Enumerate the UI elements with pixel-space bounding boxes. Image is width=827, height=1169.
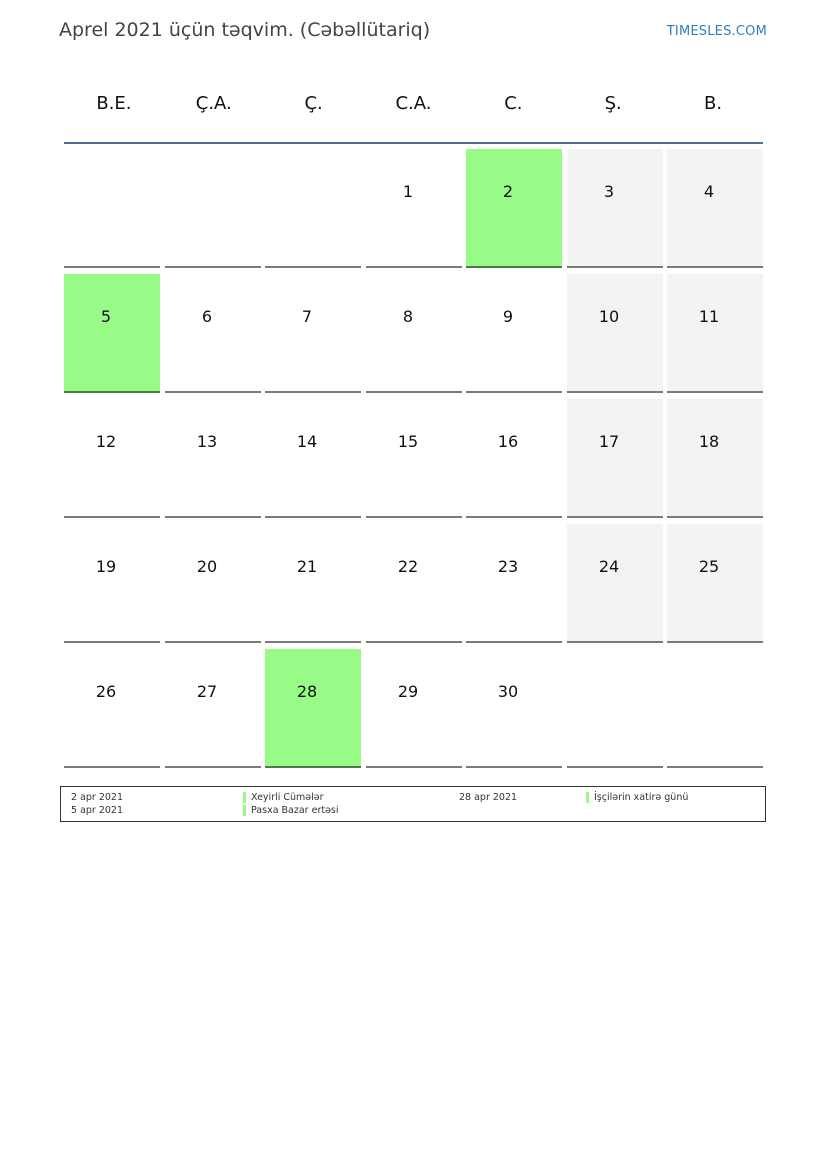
- weekday-label: Ş.: [604, 93, 622, 114]
- calendar-day-cell: [466, 649, 562, 768]
- calendar-day-cell: [567, 149, 663, 268]
- legend-holiday-name: Pasxa Bazar ertəsi: [251, 805, 339, 816]
- calendar-day-cell: [165, 399, 261, 518]
- calendar-day-cell: [366, 399, 462, 518]
- day-number: 7: [301, 307, 313, 326]
- calendar-day-cell: [567, 274, 663, 393]
- day-number: 1: [402, 182, 414, 201]
- weekday-label: B.: [704, 93, 723, 114]
- calendar-day-cell: [265, 399, 361, 518]
- day-number: 9: [502, 307, 514, 326]
- calendar-day-cell: [265, 649, 361, 768]
- header-divider: [64, 142, 763, 144]
- day-number: 17: [598, 432, 620, 451]
- day-number: 23: [497, 557, 519, 576]
- legend-date: 2 apr 2021: [71, 792, 124, 803]
- calendar-day-cell: [567, 524, 663, 643]
- day-number: 26: [95, 682, 117, 701]
- legend-color-swatch: [243, 792, 246, 803]
- calendar-day-cell: [366, 149, 462, 268]
- day-number: 6: [201, 307, 213, 326]
- weekday-label: C.A.: [395, 93, 432, 114]
- legend-holiday-name: Xeyirli Cümələr: [251, 792, 324, 803]
- day-number: 14: [296, 432, 318, 451]
- day-number: 15: [397, 432, 419, 451]
- calendar-day-cell: [366, 524, 462, 643]
- day-number: 22: [397, 557, 419, 576]
- calendar-day-cell: [64, 399, 160, 518]
- weekday-header: [64, 80, 763, 128]
- calendar-day-cell: [64, 274, 160, 393]
- calendar-day-cell: [466, 399, 562, 518]
- day-number: 24: [598, 557, 620, 576]
- day-number: 29: [397, 682, 419, 701]
- calendar-day-cell: [667, 149, 763, 268]
- day-number: 12: [95, 432, 117, 451]
- day-number: 21: [296, 557, 318, 576]
- calendar-day-cell: [64, 524, 160, 643]
- calendar-day-cell: [165, 649, 261, 768]
- calendar-cell-empty: [265, 149, 361, 268]
- calendar-day-cell: [466, 274, 562, 393]
- calendar-day-cell: [667, 274, 763, 393]
- day-number: 2: [502, 182, 514, 201]
- day-number: 10: [598, 307, 620, 326]
- day-number: 20: [196, 557, 218, 576]
- calendar-day-cell: [567, 399, 663, 518]
- page-title: Aprel 2021 üçün təqvim. (Cəbəllütariq): [59, 19, 431, 41]
- weekday-label: C.: [504, 93, 523, 114]
- legend-color-swatch: [243, 805, 246, 816]
- day-number: 19: [95, 557, 117, 576]
- legend-holiday-name: İşçilərin xatirə günü: [594, 792, 689, 803]
- calendar-cell-empty: [64, 149, 160, 268]
- legend-date: 5 apr 2021: [71, 805, 124, 816]
- day-number: 13: [196, 432, 218, 451]
- holiday-legend: [60, 786, 766, 822]
- day-number: 30: [497, 682, 519, 701]
- legend-date: 28 apr 2021: [459, 792, 518, 803]
- day-number: 5: [100, 307, 112, 326]
- day-number: 3: [603, 182, 615, 201]
- calendar-cell-empty: [567, 649, 663, 768]
- calendar-day-cell: [165, 274, 261, 393]
- calendar-cell-empty: [667, 649, 763, 768]
- calendar-day-cell: [667, 524, 763, 643]
- day-number: 27: [196, 682, 218, 701]
- day-number: 25: [698, 557, 720, 576]
- calendar-day-cell: [466, 149, 562, 268]
- calendar-cell-empty: [165, 149, 261, 268]
- day-number: 4: [703, 182, 715, 201]
- weekday-label: Ç.: [304, 93, 323, 114]
- calendar-day-cell: [366, 274, 462, 393]
- calendar-day-cell: [265, 274, 361, 393]
- legend-color-swatch: [586, 792, 589, 803]
- calendar-day-cell: [366, 649, 462, 768]
- brand-link[interactable]: TIMESLES.COM: [666, 24, 767, 39]
- day-number: 11: [698, 307, 720, 326]
- day-number: 16: [497, 432, 519, 451]
- calendar-day-cell: [667, 399, 763, 518]
- calendar-day-cell: [165, 524, 261, 643]
- day-number: 28: [296, 682, 318, 701]
- calendar-day-cell: [466, 524, 562, 643]
- day-number: 8: [402, 307, 414, 326]
- weekday-label: Ç.A.: [195, 93, 232, 114]
- day-number: 18: [698, 432, 720, 451]
- calendar-day-cell: [265, 524, 361, 643]
- weekday-label: B.E.: [96, 93, 132, 114]
- calendar-day-cell: [64, 649, 160, 768]
